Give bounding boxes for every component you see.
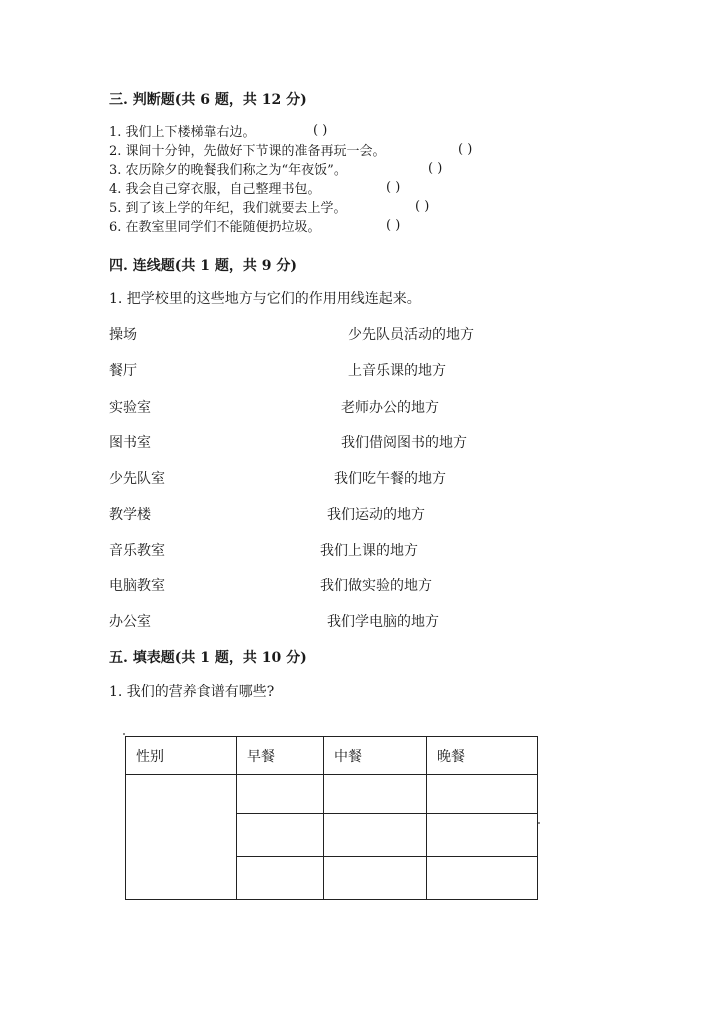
match-right-item[interactable]: 我们学电脑的地方 [327,614,439,630]
match-right-item[interactable]: 老师办公的地方 [341,400,439,416]
section4-heading: 四. 连线题(共 1 题，共 9 分) [109,258,297,274]
matching-prompt: 1. 把学校里的这些地方与它们的作用用线连起来。 [109,291,421,307]
judge-question-6: 6. 在教室里同学们不能随便扔垃圾。 [109,220,321,235]
breakfast-cell-empty[interactable] [237,814,324,857]
table-prompt: 1. 我们的营养食谱有哪些? [109,684,275,700]
match-left-item[interactable]: 少先队室 [109,471,165,487]
match-right-item[interactable]: 上音乐课的地方 [348,363,446,379]
answer-blank-3[interactable]: ( ) [428,161,443,176]
match-left-item[interactable]: 电脑教室 [109,578,165,594]
dinner-cell-empty[interactable] [427,775,538,814]
match-right-item[interactable]: 少先队员活动的地方 [348,327,474,343]
section5-heading: 五. 填表题(共 1 题，共 10 分) [109,650,307,666]
judge-question-4: 4. 我会自己穿衣服，自己整理书包。 [109,182,321,197]
header-cell-gender: 性别 [126,737,237,775]
match-right-item[interactable]: 我们吃午餐的地方 [334,471,446,487]
lunch-cell-empty[interactable] [324,814,427,857]
match-left-item[interactable]: 餐厅 [109,363,137,379]
judge-question-5: 5. 到了该上学的年纪，我们就要去上学。 [109,201,347,216]
judge-question-3: 3. 农历除夕的晚餐我们称之为“年夜饭”。 [109,163,347,178]
lunch-cell-empty[interactable] [324,775,427,814]
section3-heading: 三. 判断题(共 6 题，共 12 分) [109,92,307,108]
match-left-item[interactable]: 操场 [109,327,137,343]
match-left-item[interactable]: 教学楼 [109,507,151,523]
scan-artifact-dot [538,822,540,824]
match-left-item[interactable]: 图书室 [109,435,151,451]
match-right-item[interactable]: 我们借阅图书的地方 [341,435,467,451]
match-right-item[interactable]: 我们运动的地方 [327,507,425,523]
table-row [126,775,538,814]
answer-blank-1[interactable]: ( ) [313,123,328,138]
match-left-item[interactable]: 音乐教室 [109,543,165,559]
match-right-item[interactable]: 我们上课的地方 [320,543,418,559]
header-cell-dinner: 晚餐 [427,737,538,775]
header-cell-breakfast: 早餐 [237,737,324,775]
answer-blank-4[interactable]: ( ) [386,180,401,195]
header-cell-lunch: 中餐 [324,737,427,775]
judge-question-2: 2. 课间十分钟，先做好下节课的准备再玩一会。 [109,144,386,159]
dinner-cell-empty[interactable] [427,857,538,900]
match-right-item[interactable]: 我们做实验的地方 [320,578,432,594]
judge-question-1: 1. 我们上下楼梯靠右边。 [109,125,256,140]
scan-artifact-dot [123,733,125,735]
breakfast-cell-empty[interactable] [237,775,324,814]
match-left-item[interactable]: 实验室 [109,400,151,416]
answer-blank-2[interactable]: ( ) [458,142,473,157]
breakfast-cell-empty[interactable] [237,857,324,900]
gender-cell-empty[interactable] [126,775,237,900]
answer-blank-6[interactable]: ( ) [386,218,401,233]
table-header-row [126,737,538,775]
match-left-item[interactable]: 办公室 [109,614,151,630]
nutrition-menu-table [125,736,538,900]
lunch-cell-empty[interactable] [324,857,427,900]
answer-blank-5[interactable]: ( ) [415,199,430,214]
dinner-cell-empty[interactable] [427,814,538,857]
